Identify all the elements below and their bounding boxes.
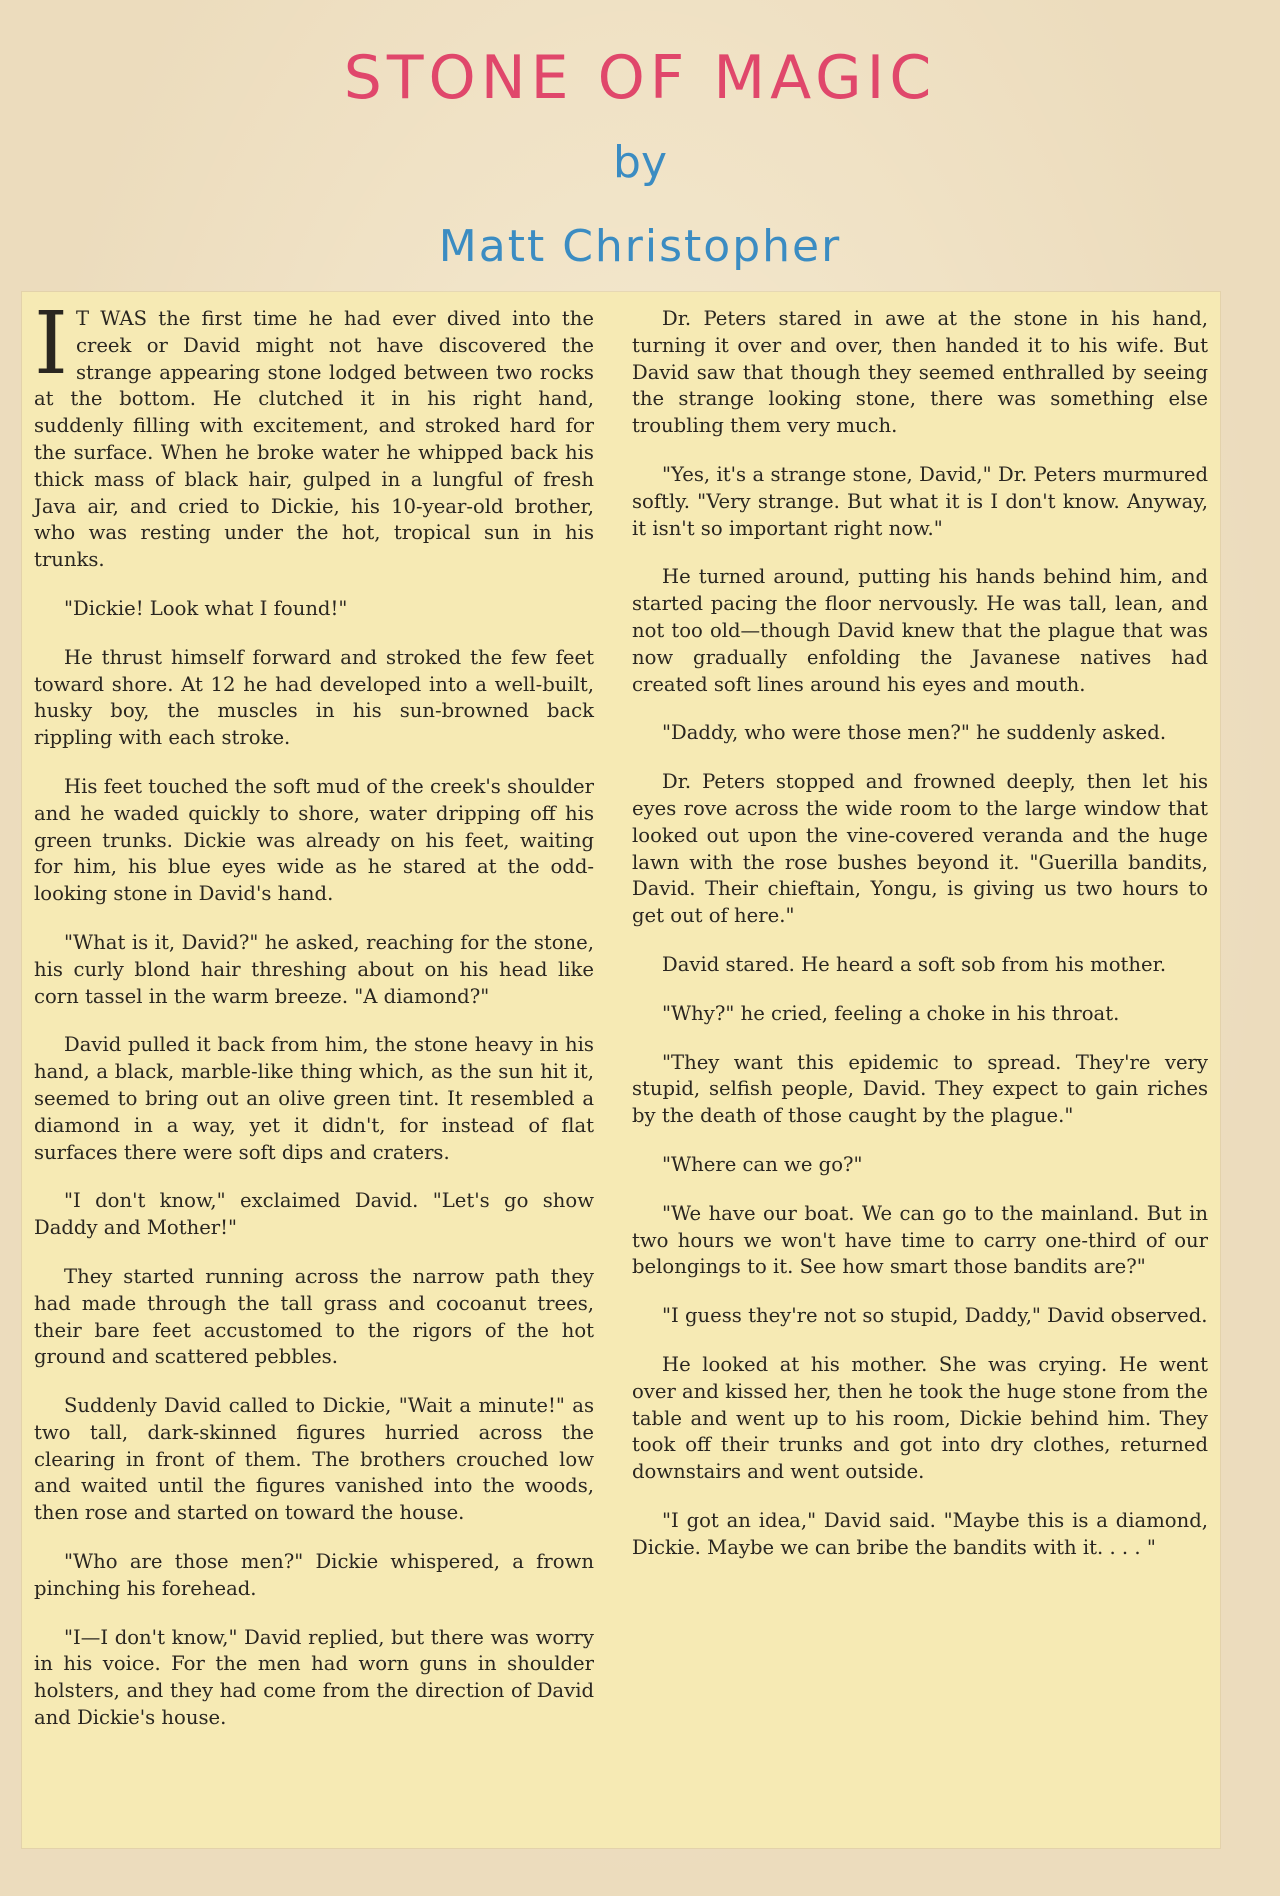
paragraph: "Who are those men?" Dickie whispered, a frown pinching his forehead.	[34, 1550, 594, 1600]
paragraph: They started running across the narrow path they had made through the tall grass and cocoanut trees, their bare feet accustomed to the rigors of the hot ground and scattered pebbles.	[34, 1264, 594, 1369]
paragraph: His feet touched the soft mud of the creek's shoulder and he waded quickly to shore, water dripping off his green trunks. Dickie was already on his feet, waiting for him, his blue eyes wide as he stared at the odd-looking stone in David's hand.	[34, 774, 594, 906]
paragraph-text: T WAS the first time he had ever dived into the creek or David might not have discovered the strange appearing stone lodged between two rocks at the bottom. He clutched it in his right hand, suddenly filling with excitement, and stroked hard for the surface. When he broke water he whipped back his thick mass of black hair, gulped in a lungful of fresh Java air, and cried to Dickie, his 10-year-old brother, who was resting under the hot, tropical sun in his trunks.	[34, 307, 594, 572]
paragraph: "I—I don't know," David replied, but there was worry in his voice. For the men had worn guns in shoulder holsters, and they had come from the direction of David and Dickie's house.	[34, 1625, 594, 1730]
paragraph: "We have our boat. We can go to the mainland. But in two hours we won't have time to carry one-third of our belongings to it. See how smart those bandits are?"	[632, 1201, 1208, 1279]
paragraph: David pulled it back from him, the stone heavy in his hand, a black, marble-like thing which, as the sun hit it, seemed to bring out an olive green tint. It resembled a diamond in a way, yet it didn't, for instead of flat surfaces there were soft dips and craters.	[34, 1033, 594, 1164]
paragraph: He thrust himself forward and stroked the few feet toward shore. At 12 he had developed into a well-built, husky boy, the muscles in his sun-browned back rippling with each stroke.	[34, 645, 594, 750]
paragraph: "Why?" he cried, feeling a choke in his throat.	[662, 1001, 1120, 1025]
paragraph: Dr. Peters stared in awe at the stone in his hand, turning it over and over, then handed it to his wife. But David saw that though they seemed enthralled by seeing the strange looking stone, there was something else troubling them very much.	[632, 307, 1208, 438]
story-title: STONE OF MAGIC	[343, 43, 937, 113]
paragraph: David stared. He heard a soft sob from his mother.	[662, 952, 1167, 976]
paragraph: "I got an idea," David said. "Maybe this is a diamond, Dickie. Maybe we can bribe the bandits with it. . . . "	[632, 1508, 1208, 1559]
paragraph: "Where can we go?"	[662, 1152, 863, 1176]
paragraph: Dr. Peters stopped and frowned deeply, then let his eyes rove across the wide room to the large window that looked out upon the vine-covered veranda and the huge lawn with the rose bushes beyond it. "Guerilla bandits, David. Their chieftain, Yongu, is giving us two hours to get out of here."	[632, 770, 1208, 928]
paragraph: "Dickie! Look what I found!"	[64, 596, 348, 620]
paragraph: He looked at his mother. She was crying. He went over and kissed her, then he took the huge stone from the table and went up to his room, Dickie behind him. They took off their trunks and got into dry clothes, returned downstairs and went outside.	[632, 1352, 1208, 1484]
paragraph	[34, 294, 594, 574]
right-column	[632, 306, 1208, 1583]
paragraph: "Daddy, who were those men?" he suddenly asked.	[662, 721, 1167, 745]
paragraph: Suddenly David called to Dickie, "Wait a minute!" as two tall, dark-skinned figures hurried across the clearing in front of them. The brothers crouched low and waited until the figures vanished into the woods, then rose and started on toward the house.	[34, 1394, 594, 1525]
paragraph: "Yes, it's a strange stone, David," Dr. Peters murmured softly. "Very strange. But what it is I don't know. Anyway, it isn't so important right now."	[632, 462, 1208, 540]
paragraph: He turned around, putting his hands behind him, and started pacing the floor nervously. He was tall, lean, and not too old—though David knew that the plague that was now gradually enfolding the Javanese natives had created soft lines around his eyes and mouth.	[632, 565, 1208, 696]
left-column	[34, 294, 594, 1754]
author-name: Matt Christopher	[438, 221, 842, 272]
story-text-box	[22, 292, 1220, 1848]
drop-cap: I	[34, 294, 68, 394]
paragraph: "I guess they're not so stupid, Daddy," David observed.	[662, 1304, 1208, 1328]
paragraph: "They want this epidemic to spread. They're very stupid, selfish people, David. They expect to gain riches by the death of those caught by the plague."	[632, 1050, 1208, 1128]
paragraph: "What is it, David?" he asked, reaching for the stone, his curly blond hair threshing about on his head like corn tassel in the warm breeze. "A diamond?"	[34, 930, 594, 1008]
byline: by	[613, 137, 667, 188]
title-block	[0, 40, 1280, 274]
paragraph: "I don't know," exclaimed David. "Let's go show Daddy and Mother!"	[34, 1189, 594, 1240]
